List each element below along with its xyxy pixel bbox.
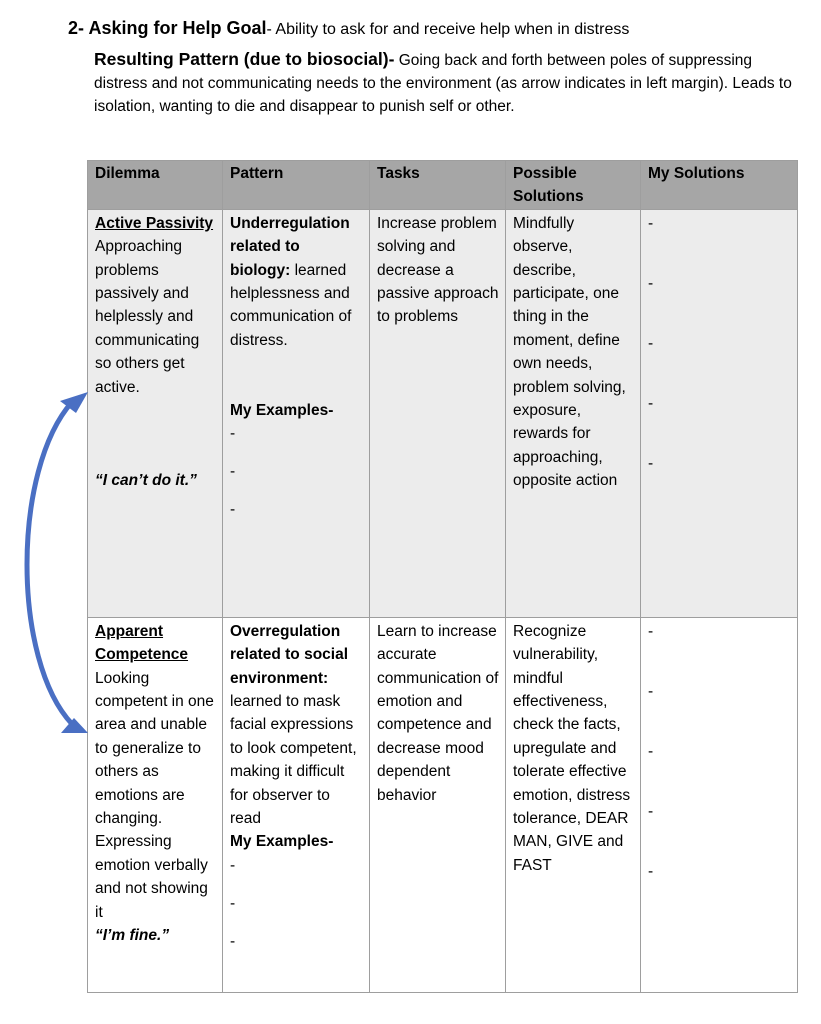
pattern-text: learned to mask facial expressions to look competent, making it difficult for observer to read xyxy=(230,693,357,828)
pattern-text: learned helplessness and communication of distress. xyxy=(230,261,352,349)
dilemma-cell xyxy=(88,617,223,992)
my-solution-line[interactable]: - xyxy=(648,682,654,700)
example-line: - xyxy=(230,894,236,912)
dilemma-quote: “I’m fine.” xyxy=(95,927,170,945)
example-line: - xyxy=(230,425,236,443)
dilemma-text: Looking competent in one area and unable to generalize to others as emotions are changing. Expressing emotion verbally and not showing it xyxy=(95,669,214,921)
table-row xyxy=(88,617,798,992)
dilemma-title: Active Passivity xyxy=(95,214,214,232)
my-solution-line[interactable]: - xyxy=(648,274,654,292)
example-line: - xyxy=(230,501,236,519)
dilemma-quote: “I can’t do it.” xyxy=(95,472,197,490)
goal-number: 2- xyxy=(68,18,85,38)
resulting-pattern-label: Resulting Pattern (due to biosocial)- xyxy=(94,49,395,69)
my-solutions-cell xyxy=(641,617,798,992)
header-tasks: Tasks xyxy=(370,161,506,210)
example-line: - xyxy=(230,932,236,950)
my-solution-line[interactable]: - xyxy=(648,802,654,820)
goal-description: - Ability to ask for and receive help when in distress xyxy=(266,21,630,38)
pattern-cell xyxy=(223,209,370,617)
my-solution-line[interactable]: - xyxy=(648,394,654,412)
resulting-pattern xyxy=(94,48,794,118)
my-solution-line[interactable]: - xyxy=(648,334,654,352)
table-row xyxy=(88,209,798,617)
tasks-cell: Increase problem solving and decrease a passive approach to problems xyxy=(370,209,506,617)
dilemma-text: Approaching problems passively and helplessly and communicating so others get active. xyxy=(95,238,200,396)
goal-title: Asking for Help Goal xyxy=(88,18,267,38)
pattern-cell xyxy=(223,617,370,992)
example-line: - xyxy=(230,856,236,874)
my-solution-line[interactable]: - xyxy=(648,454,654,472)
header-dilemma: Dilemma xyxy=(88,161,223,210)
dilemma-table xyxy=(87,160,798,993)
examples-label: My Examples- xyxy=(230,833,334,851)
my-solution-line[interactable]: - xyxy=(648,622,654,640)
possible-solutions-cell: Recognize vulnerability, mindful effectiveness, check the facts, upregulate and tolerate effective emotion, distress tolerance, DEAR MAN, GIVE and FAST xyxy=(506,617,641,992)
dilemma-cell xyxy=(88,209,223,617)
my-solution-line[interactable]: - xyxy=(648,214,654,232)
header-possible-solutions: Possible Solutions xyxy=(506,161,641,210)
header-my-solutions: My Solutions xyxy=(641,161,798,210)
my-solution-line[interactable]: - xyxy=(648,742,654,760)
resulting-pattern-text: Going back and forth between poles of suppressing distress and not communicating needs to the environment (as arrow indicates in left margin). Leads to isolation, wanting to die and disappear to punish self or other. xyxy=(94,52,792,115)
possible-solutions-cell: Mindfully observe, describe, participate, one thing in the moment, define own needs, problem solving, exposure, rewards for approaching, opposite action xyxy=(506,209,641,617)
pattern-bold: Overregulation related to social environment: xyxy=(230,622,349,687)
dilemma-title: Apparent Competence xyxy=(95,622,189,664)
example-line: - xyxy=(230,463,236,481)
my-solutions-cell xyxy=(641,209,798,617)
header-pattern: Pattern xyxy=(223,161,370,210)
my-solution-line[interactable]: - xyxy=(648,862,654,880)
table-header-row xyxy=(88,161,798,210)
pattern-bold: Underregulation related to biology: xyxy=(230,214,350,279)
goal-heading xyxy=(68,18,629,39)
tasks-cell: Learn to increase accurate communication of emotion and competence and decrease mood dependent behavior xyxy=(370,617,506,992)
examples-label: My Examples- xyxy=(230,402,334,420)
